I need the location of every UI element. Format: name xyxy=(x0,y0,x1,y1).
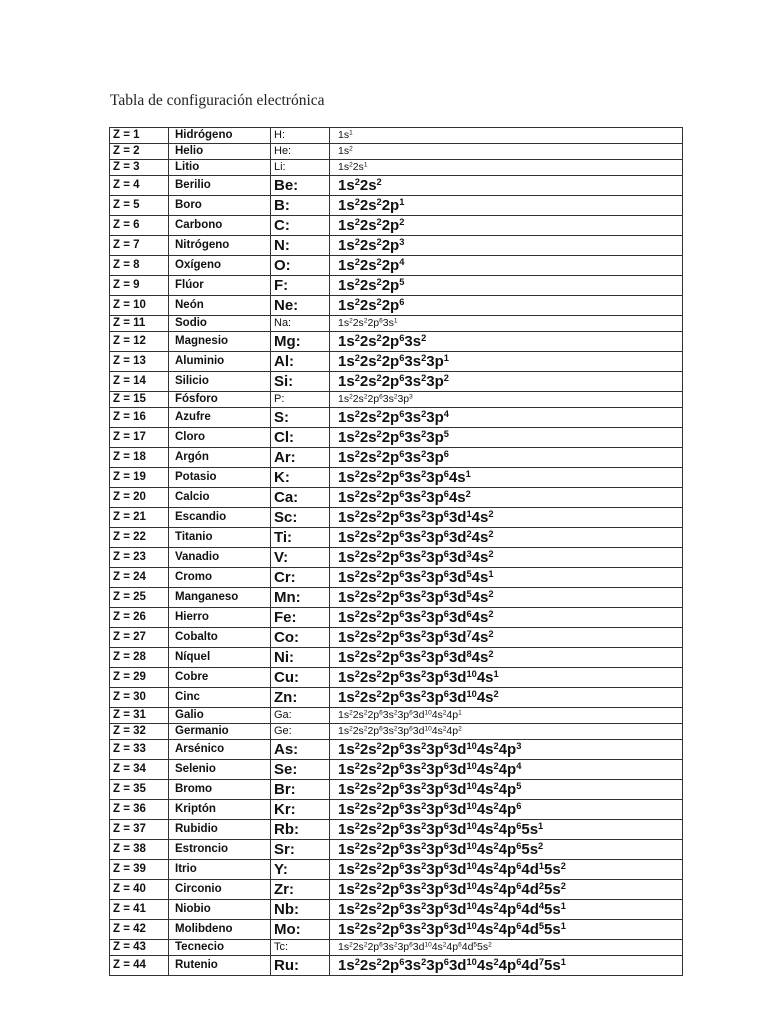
atomic-number-cell: Z = 13 xyxy=(110,352,169,372)
element-symbol-cell: Y: xyxy=(271,860,330,880)
atomic-number-cell: Z = 1 xyxy=(110,128,169,144)
electron-configuration-cell: $1s^22s^22p^63s^23p^63d^{10}4s^24p^64d^55s^1$ xyxy=(330,920,683,940)
element-symbol-cell: N: xyxy=(271,236,330,256)
atomic-number-cell: Z = 22 xyxy=(110,528,169,548)
element-symbol-cell: P: xyxy=(271,392,330,408)
electron-configuration-cell: $1s^22s^22p^63s^23p^6$ xyxy=(330,448,683,468)
atomic-number-cell: Z = 17 xyxy=(110,428,169,448)
electron-configuration-cell: $1s^22s^22p^63s^23p^63d^{10}4s^24p^64d^55s^2$ xyxy=(330,940,683,956)
atomic-number-cell: Z = 20 xyxy=(110,488,169,508)
element-name-cell: Germanio xyxy=(169,724,271,740)
element-name-cell: Berilio xyxy=(169,176,271,196)
table-row xyxy=(110,216,683,236)
atomic-number-cell: Z = 44 xyxy=(110,956,169,976)
element-symbol-cell: He: xyxy=(271,144,330,160)
element-symbol-cell: V: xyxy=(271,548,330,568)
electron-configuration-cell: $1s^22s^2$ xyxy=(330,176,683,196)
element-symbol-cell: Mg: xyxy=(271,332,330,352)
element-name-cell: Helio xyxy=(169,144,271,160)
element-name-cell: Boro xyxy=(169,196,271,216)
element-name-cell: Sodio xyxy=(169,316,271,332)
table-row xyxy=(110,176,683,196)
element-symbol-cell: Br: xyxy=(271,780,330,800)
electron-configuration-cell: $1s^22s^22p^63s^23p^63d^84s^2$ xyxy=(330,648,683,668)
table-row xyxy=(110,740,683,760)
table-row xyxy=(110,352,683,372)
electron-configuration-cell: $1s^22s^22p^63s^23p^63d^{10}4s^24p^3$ xyxy=(330,740,683,760)
atomic-number-cell: Z = 8 xyxy=(110,256,169,276)
table-row xyxy=(110,468,683,488)
element-name-cell: Silicio xyxy=(169,372,271,392)
table-row xyxy=(110,488,683,508)
table-row xyxy=(110,820,683,840)
element-symbol-cell: Mo: xyxy=(271,920,330,940)
atomic-number-cell: Z = 27 xyxy=(110,628,169,648)
element-name-cell: Molibdeno xyxy=(169,920,271,940)
electron-configuration-cell: $1s^22s^22p^63s^23p^63d^{10}4s^24p^65s^2$ xyxy=(330,840,683,860)
atomic-number-cell: Z = 28 xyxy=(110,648,169,668)
electron-configuration-cell: $1s^22s^22p^63s^23p^2$ xyxy=(330,372,683,392)
table-row xyxy=(110,648,683,668)
element-name-cell: Itrio xyxy=(169,860,271,880)
electron-configuration-cell: $1s^22s^22p^63s^2$ xyxy=(330,332,683,352)
atomic-number-cell: Z = 23 xyxy=(110,548,169,568)
table-row xyxy=(110,276,683,296)
table-row xyxy=(110,708,683,724)
element-name-cell: Cinc xyxy=(169,688,271,708)
table-row xyxy=(110,332,683,352)
table-row xyxy=(110,920,683,940)
table-row xyxy=(110,548,683,568)
atomic-number-cell: Z = 25 xyxy=(110,588,169,608)
table-row xyxy=(110,428,683,448)
atomic-number-cell: Z = 42 xyxy=(110,920,169,940)
electron-configuration-cell: $1s^22s^22p^63s^23p^63d^54s^1$ xyxy=(330,568,683,588)
element-name-cell: Arsénico xyxy=(169,740,271,760)
atomic-number-cell: Z = 29 xyxy=(110,668,169,688)
electron-configuration-cell: $1s^22s^22p^63s^23p^63d^{10}4s^24p^64d^15s^2$ xyxy=(330,860,683,880)
table-row xyxy=(110,956,683,976)
table-row xyxy=(110,724,683,740)
element-symbol-cell: Zr: xyxy=(271,880,330,900)
element-symbol-cell: Na: xyxy=(271,316,330,332)
atomic-number-cell: Z = 16 xyxy=(110,408,169,428)
atomic-number-cell: Z = 11 xyxy=(110,316,169,332)
element-symbol-cell: Fe: xyxy=(271,608,330,628)
atomic-number-cell: Z = 12 xyxy=(110,332,169,352)
atomic-number-cell: Z = 6 xyxy=(110,216,169,236)
electron-configuration-cell: $1s^1$ xyxy=(330,128,683,144)
table-row xyxy=(110,800,683,820)
electron-configuration-cell: $1s^22s^22p^63s^23p^63d^74s^2$ xyxy=(330,628,683,648)
element-name-cell: Nitrógeno xyxy=(169,236,271,256)
atomic-number-cell: Z = 7 xyxy=(110,236,169,256)
atomic-number-cell: Z = 26 xyxy=(110,608,169,628)
element-name-cell: Hierro xyxy=(169,608,271,628)
element-name-cell: Calcio xyxy=(169,488,271,508)
element-name-cell: Galio xyxy=(169,708,271,724)
element-name-cell: Bromo xyxy=(169,780,271,800)
table-row xyxy=(110,372,683,392)
atomic-number-cell: Z = 5 xyxy=(110,196,169,216)
electron-configuration-cell: $1s^22s^22p^63s^23p^63d^{10}4s^24p^65s^1$ xyxy=(330,820,683,840)
element-name-cell: Niobio xyxy=(169,900,271,920)
table-row xyxy=(110,688,683,708)
electron-configuration-cell: $1s^22s^22p^63s^23p^63d^{10}4s^2$ xyxy=(330,688,683,708)
atomic-number-cell: Z = 34 xyxy=(110,760,169,780)
element-symbol-cell: O: xyxy=(271,256,330,276)
element-symbol-cell: Mn: xyxy=(271,588,330,608)
table-row xyxy=(110,256,683,276)
electron-configuration-cell: $1s^22s^22p^63s^23p^3$ xyxy=(330,392,683,408)
electron-configuration-cell: $1s^22s^22p^63s^23p^63d^{10}4s^24p^4$ xyxy=(330,760,683,780)
electron-configuration-cell: $1s^22s^22p^63s^23p^64s^1$ xyxy=(330,468,683,488)
element-symbol-cell: As: xyxy=(271,740,330,760)
electron-configuration-cell: $1s^22s^1$ xyxy=(330,160,683,176)
element-symbol-cell: Sr: xyxy=(271,840,330,860)
table-row xyxy=(110,528,683,548)
element-name-cell: Cobalto xyxy=(169,628,271,648)
table-row xyxy=(110,568,683,588)
atomic-number-cell: Z = 37 xyxy=(110,820,169,840)
electron-configuration-cell: $1s^22s^22p^63s^23p^63d^{10}4s^1$ xyxy=(330,668,683,688)
atomic-number-cell: Z = 35 xyxy=(110,780,169,800)
atomic-number-cell: Z = 33 xyxy=(110,740,169,760)
atomic-number-cell: Z = 36 xyxy=(110,800,169,820)
element-symbol-cell: Ge: xyxy=(271,724,330,740)
electron-configuration-cell: $1s^22s^22p^1$ xyxy=(330,196,683,216)
table-row xyxy=(110,860,683,880)
element-symbol-cell: Ga: xyxy=(271,708,330,724)
element-name-cell: Fósforo xyxy=(169,392,271,408)
element-name-cell: Oxígeno xyxy=(169,256,271,276)
electron-configuration-cell: $1s^22s^22p^63s^23p^63d^{10}4s^24p^2$ xyxy=(330,724,683,740)
electron-configuration-cell: $1s^2$ xyxy=(330,144,683,160)
atomic-number-cell: Z = 39 xyxy=(110,860,169,880)
element-name-cell: Rubidio xyxy=(169,820,271,840)
table-row xyxy=(110,196,683,216)
electron-configuration-cell: $1s^22s^22p^63s^23p^63d^64s^2$ xyxy=(330,608,683,628)
element-symbol-cell: Ni: xyxy=(271,648,330,668)
electron-configuration-cell: $1s^22s^22p^63s^23p^63d^34s^2$ xyxy=(330,548,683,568)
element-name-cell: Azufre xyxy=(169,408,271,428)
atomic-number-cell: Z = 14 xyxy=(110,372,169,392)
element-symbol-cell: Be: xyxy=(271,176,330,196)
element-symbol-cell: Co: xyxy=(271,628,330,648)
table-row xyxy=(110,880,683,900)
table-row xyxy=(110,296,683,316)
atomic-number-cell: Z = 4 xyxy=(110,176,169,196)
electron-configuration-cell: $1s^22s^22p^63s^23p^63d^{10}4s^24p^6$ xyxy=(330,800,683,820)
element-name-cell: Rutenio xyxy=(169,956,271,976)
table-row xyxy=(110,628,683,648)
atomic-number-cell: Z = 40 xyxy=(110,880,169,900)
element-symbol-cell: Nb: xyxy=(271,900,330,920)
element-name-cell: Tecnecio xyxy=(169,940,271,956)
element-name-cell: Litio xyxy=(169,160,271,176)
atomic-number-cell: Z = 32 xyxy=(110,724,169,740)
element-name-cell: Neón xyxy=(169,296,271,316)
electron-configuration-cell: $1s^22s^22p^63s^23p^4$ xyxy=(330,408,683,428)
table-row xyxy=(110,392,683,408)
element-name-cell: Níquel xyxy=(169,648,271,668)
electron-configuration-cell: $1s^22s^22p^63s^23p^63d^54s^2$ xyxy=(330,588,683,608)
electron-configuration-cell: $1s^22s^22p^63s^23p^63d^{10}4s^24p^64d^25s^2$ xyxy=(330,880,683,900)
element-name-cell: Kriptón xyxy=(169,800,271,820)
element-symbol-cell: K: xyxy=(271,468,330,488)
electron-configuration-cell: $1s^22s^22p^63s^23p^5$ xyxy=(330,428,683,448)
element-symbol-cell: Ca: xyxy=(271,488,330,508)
element-name-cell: Argón xyxy=(169,448,271,468)
element-symbol-cell: Ru: xyxy=(271,956,330,976)
table-row xyxy=(110,588,683,608)
element-symbol-cell: F: xyxy=(271,276,330,296)
atomic-number-cell: Z = 21 xyxy=(110,508,169,528)
electron-configuration-cell: $1s^22s^22p^2$ xyxy=(330,216,683,236)
element-name-cell: Aluminio xyxy=(169,352,271,372)
table-row xyxy=(110,408,683,428)
element-symbol-cell: Cu: xyxy=(271,668,330,688)
element-symbol-cell: Zn: xyxy=(271,688,330,708)
atomic-number-cell: Z = 38 xyxy=(110,840,169,860)
electron-configuration-cell: $1s^22s^22p^63s^23p^63d^14s^2$ xyxy=(330,508,683,528)
atomic-number-cell: Z = 41 xyxy=(110,900,169,920)
element-symbol-cell: Ne: xyxy=(271,296,330,316)
atomic-number-cell: Z = 18 xyxy=(110,448,169,468)
electron-configuration-cell: $1s^22s^22p^63s^23p^63d^{10}4s^24p^5$ xyxy=(330,780,683,800)
electron-configuration-cell: $1s^22s^22p^63s^23p^1$ xyxy=(330,352,683,372)
element-symbol-cell: Cr: xyxy=(271,568,330,588)
atomic-number-cell: Z = 19 xyxy=(110,468,169,488)
table-row xyxy=(110,448,683,468)
table-row xyxy=(110,608,683,628)
atomic-number-cell: Z = 43 xyxy=(110,940,169,956)
electron-configuration-cell: $1s^22s^22p^63s^23p^64s^2$ xyxy=(330,488,683,508)
element-name-cell: Potasio xyxy=(169,468,271,488)
element-name-cell: Cloro xyxy=(169,428,271,448)
table-row xyxy=(110,840,683,860)
electron-configuration-cell: $1s^22s^22p^63s^23p^63d^{10}4s^24p^1$ xyxy=(330,708,683,724)
element-name-cell: Estroncio xyxy=(169,840,271,860)
electron-configuration-cell: $1s^22s^22p^5$ xyxy=(330,276,683,296)
atomic-number-cell: Z = 24 xyxy=(110,568,169,588)
atomic-number-cell: Z = 10 xyxy=(110,296,169,316)
electron-configuration-cell: $1s^22s^22p^63s^23p^63d^{10}4s^24p^64d^45s^1$ xyxy=(330,900,683,920)
electron-configuration-cell: $1s^22s^22p^63s^1$ xyxy=(330,316,683,332)
element-name-cell: Vanadio xyxy=(169,548,271,568)
element-name-cell: Carbono xyxy=(169,216,271,236)
element-name-cell: Titanio xyxy=(169,528,271,548)
table-row xyxy=(110,940,683,956)
page-title: Tabla de configuración electrónica xyxy=(110,92,325,109)
atomic-number-cell: Z = 15 xyxy=(110,392,169,408)
element-name-cell: Flúor xyxy=(169,276,271,296)
electron-configuration-table xyxy=(109,127,683,976)
element-symbol-cell: Kr: xyxy=(271,800,330,820)
element-symbol-cell: Se: xyxy=(271,760,330,780)
electron-configuration-cell: $1s^22s^22p^6$ xyxy=(330,296,683,316)
element-symbol-cell: S: xyxy=(271,408,330,428)
element-name-cell: Circonio xyxy=(169,880,271,900)
element-symbol-cell: Ar: xyxy=(271,448,330,468)
element-name-cell: Escandio xyxy=(169,508,271,528)
table-row xyxy=(110,236,683,256)
atomic-number-cell: Z = 30 xyxy=(110,688,169,708)
atomic-number-cell: Z = 2 xyxy=(110,144,169,160)
element-symbol-cell: Cl: xyxy=(271,428,330,448)
electron-configuration-cell: $1s^22s^22p^63s^23p^63d^24s^2$ xyxy=(330,528,683,548)
table-row xyxy=(110,900,683,920)
electron-configuration-cell: $1s^22s^22p^63s^23p^63d^{10}4s^24p^64d^75s^1$ xyxy=(330,956,683,976)
table-row xyxy=(110,128,683,144)
element-symbol-cell: Si: xyxy=(271,372,330,392)
table-row xyxy=(110,144,683,160)
atomic-number-cell: Z = 31 xyxy=(110,708,169,724)
element-name-cell: Hidrógeno xyxy=(169,128,271,144)
element-symbol-cell: H: xyxy=(271,128,330,144)
table-row xyxy=(110,760,683,780)
atomic-number-cell: Z = 3 xyxy=(110,160,169,176)
element-symbol-cell: C: xyxy=(271,216,330,236)
table-row xyxy=(110,160,683,176)
element-symbol-cell: Li: xyxy=(271,160,330,176)
table-body xyxy=(110,128,683,976)
atomic-number-cell: Z = 9 xyxy=(110,276,169,296)
electron-configuration-cell: $1s^22s^22p^3$ xyxy=(330,236,683,256)
element-symbol-cell: Al: xyxy=(271,352,330,372)
element-symbol-cell: Ti: xyxy=(271,528,330,548)
element-symbol-cell: Rb: xyxy=(271,820,330,840)
element-symbol-cell: Sc: xyxy=(271,508,330,528)
element-name-cell: Selenio xyxy=(169,760,271,780)
table-row xyxy=(110,668,683,688)
element-name-cell: Cobre xyxy=(169,668,271,688)
element-symbol-cell: B: xyxy=(271,196,330,216)
element-symbol-cell: Tc: xyxy=(271,940,330,956)
table-row xyxy=(110,316,683,332)
table-row xyxy=(110,780,683,800)
element-name-cell: Manganeso xyxy=(169,588,271,608)
table-row xyxy=(110,508,683,528)
element-name-cell: Cromo xyxy=(169,568,271,588)
electron-configuration-cell: $1s^22s^22p^4$ xyxy=(330,256,683,276)
element-name-cell: Magnesio xyxy=(169,332,271,352)
